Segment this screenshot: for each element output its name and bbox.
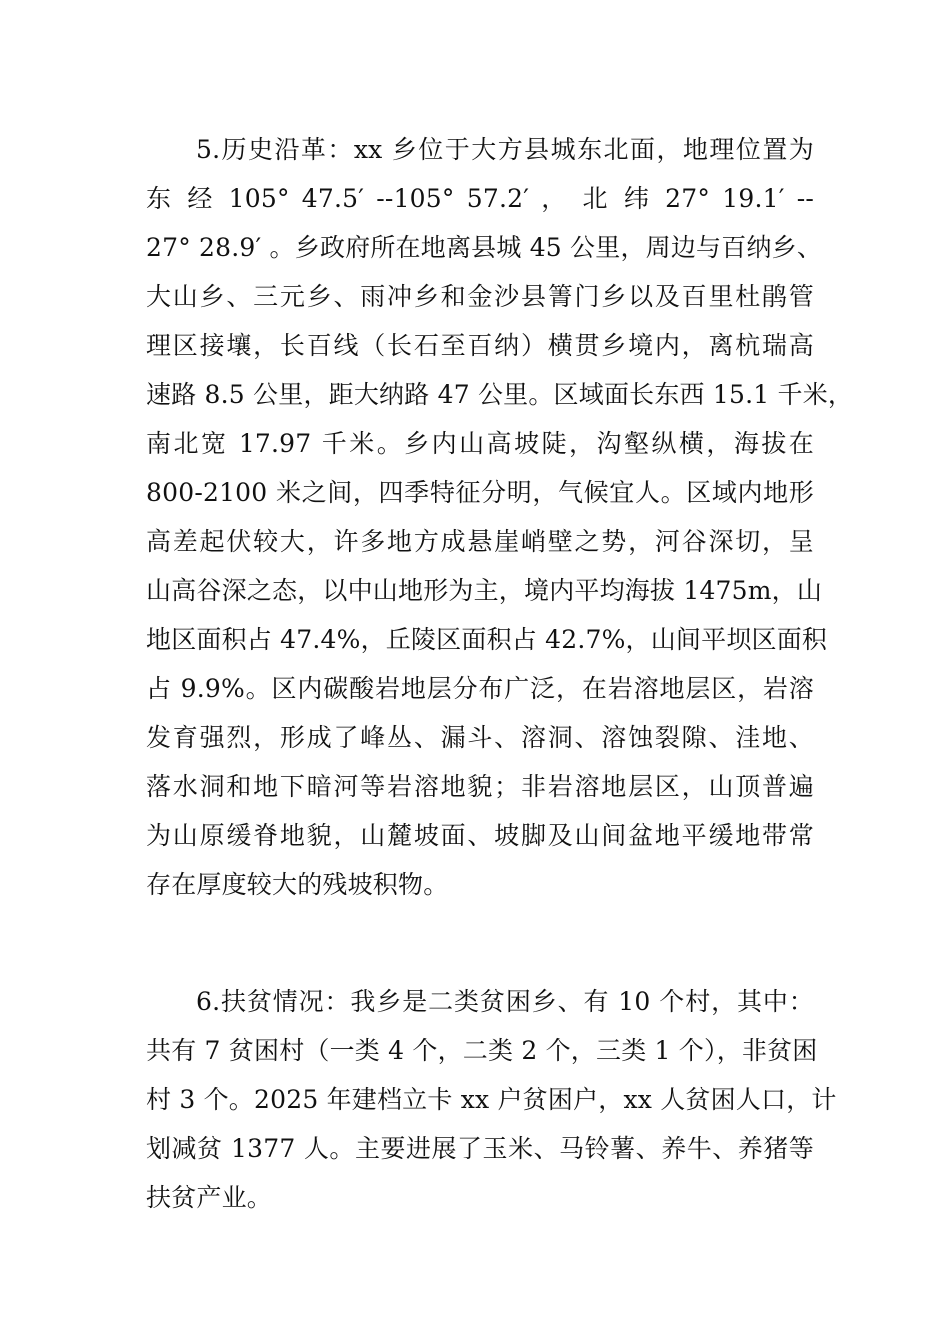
paragraph-line: 高差起伏较大，许多地方成悬崖峭壁之势，河谷深切，呈 [146, 527, 814, 556]
paragraph-line: 占 9.9%。区内碳酸岩地层分布广泛，在岩溶地层区，岩溶 [146, 674, 814, 703]
paragraph-line: 27° 28.9′ 。乡政府所在地离县城 45 公里，周边与百纳乡、 [146, 233, 823, 262]
paragraph-line: 落水洞和地下暗河等岩溶地貌；非岩溶地层区，山顶普遍 [146, 772, 814, 801]
paragraph-line: 东 经 105° 47.5′ --105° 57.2′ ， 北 纬 27° 19.1′ -- [146, 184, 814, 213]
paragraph-line: 南北宽 17.97 千米。乡内山高坡陡，沟壑纵横，海拔在 [146, 429, 814, 458]
paragraph-line: 山高谷深之态，以中山地形为主，境内平均海拔 1475m，山 [146, 576, 823, 605]
paragraph-line: 村 3 个。2025 年建档立卡 xx 户贫困户，xx 人贫困人口，计 [146, 1085, 837, 1114]
paragraph-line: 5.历史沿革：xx 乡位于大方县城东北面，地理位置为 [196, 135, 814, 164]
paragraph-line: 800-2100 米之间，四季特征分明，气候宜人。区域内地形 [146, 478, 814, 507]
paragraph-line: 扶贫产业。 [146, 1183, 273, 1212]
paragraph-line: 划减贫 1377 人。主要进展了玉米、马铃薯、养牛、养猪等 [146, 1134, 814, 1163]
paragraph-line: 理区接壤，长百线（长石至百纳）横贯乡境内，离杭瑞高 [146, 331, 814, 360]
paragraph-line: 发育强烈，形成了峰丛、漏斗、溶洞、溶蚀裂隙、洼地、 [146, 723, 814, 752]
paragraph-line: 共有 7 贫困村（一类 4 个，二类 2 个，三类 1 个），非贫困 [146, 1036, 818, 1065]
paragraph-line: 6.扶贫情况：我乡是二类贫困乡、有 10 个村，其中： [196, 987, 814, 1016]
paragraph-line: 为山原缓脊地貌，山麓坡面、坡脚及山间盆地平缓地带常 [146, 821, 814, 850]
paragraph-line: 地区面积占 47.4%，丘陵区面积占 42.7%，山间平坝区面积 [146, 625, 828, 654]
paragraph-line: 大山乡、三元乡、雨冲乡和金沙县箐门乡以及百里杜鹃管 [146, 282, 814, 311]
paragraph-line: 速路 8.5 公里，距大纳路 47 公里。区域面长东西 15.1 千米， [146, 380, 854, 409]
paragraph-line: 存在厚度较大的残坡积物。 [146, 870, 449, 899]
